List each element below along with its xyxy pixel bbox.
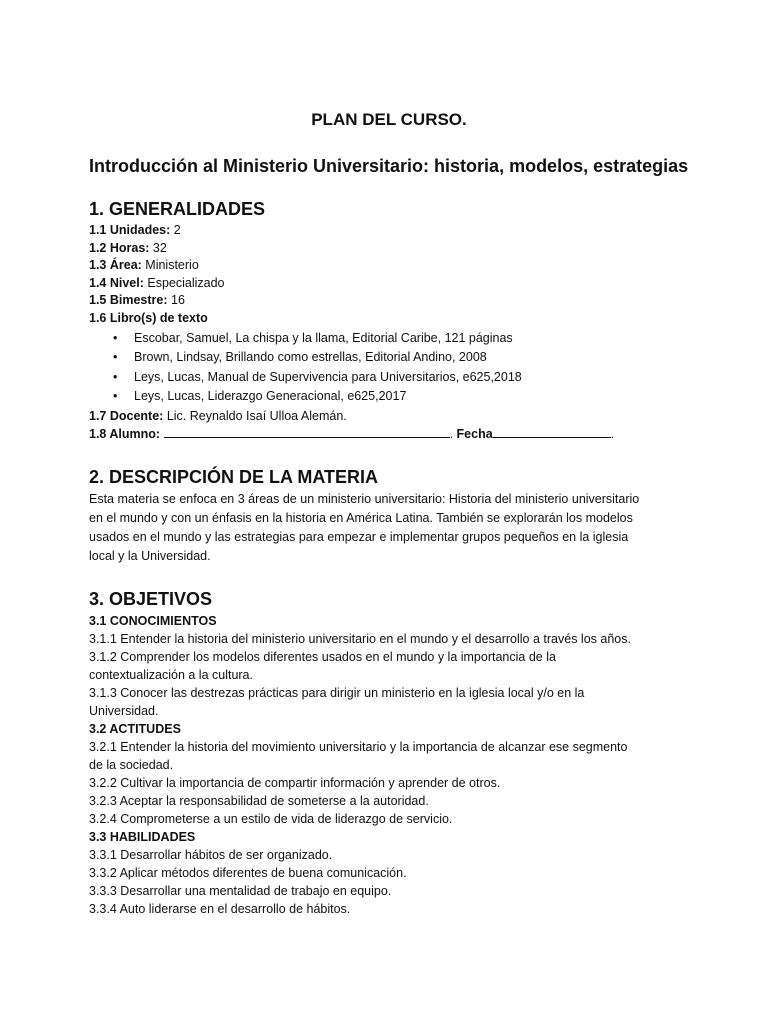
list-item <box>89 387 689 407</box>
field-label: 1.5 Bimestre: <box>89 293 168 308</box>
field-alumno <box>89 425 689 444</box>
field-label: 1.8 Alumno: <box>89 427 161 442</box>
field-value: 32 <box>149 240 167 255</box>
field-libros <box>89 310 689 328</box>
objective-line: 3.3.1 Desarrollar hábitos de ser organizado. <box>89 847 333 862</box>
field-horas <box>89 240 689 258</box>
subsection-heading: 3.2 ACTITUDES <box>89 721 181 736</box>
textbook-entry: Leys, Lucas, Liderazgo Generacional, e625,2017 <box>134 389 407 404</box>
field-label: 1.7 Docente: <box>89 408 164 423</box>
field-bimestre <box>89 292 689 310</box>
objetivos-list <box>89 612 689 918</box>
list-item <box>89 368 689 388</box>
description-paragraph <box>89 490 689 566</box>
bullet-icon: • <box>113 369 118 384</box>
field-value: Especializado <box>143 275 225 290</box>
objective-line: 3.1.2 Comprender los modelos diferentes usados en el mundo y la importancia de la <box>89 649 556 664</box>
objective-line: contextualización a la cultura. <box>89 667 253 682</box>
document-title: PLAN DEL CURSO. <box>311 110 467 129</box>
list-item <box>89 329 689 349</box>
objective-line: 3.3.3 Desarrollar una mentalidad de trabajo en equipo. <box>89 883 392 898</box>
objective-line: 3.2.1 Entender la historia del movimiento universitario y la importancia de alcanzar ese segmento <box>89 739 628 754</box>
bullet-icon: • <box>113 350 118 365</box>
date-blank[interactable] <box>493 425 611 438</box>
document-body <box>89 108 689 918</box>
text-line: en el mundo y con un énfasis en la historia en América Latina. También se explorarán los modelos <box>89 510 633 525</box>
field-label: 1.3 Área: <box>89 258 142 273</box>
text-line: usados en el mundo y las estrategias para empezar e implementar grupos pequeños en la iglesia <box>89 529 629 544</box>
objective-line: 3.3.2 Aplicar métodos diferentes de buena comunicación. <box>89 865 407 880</box>
section-generalidades-heading: 1. GENERALIDADES <box>89 199 266 219</box>
end-dot: . <box>610 427 615 442</box>
textbook-list <box>89 329 689 407</box>
objective-line: 3.3.4 Auto liderarse en el desarrollo de hábitos. <box>89 901 351 916</box>
objective-line: 3.2.4 Comprometerse a un estilo de vida de liderazgo de servicio. <box>89 811 453 826</box>
text-line: local y la Universidad. <box>89 548 211 563</box>
field-value: 2 <box>170 223 181 237</box>
field-unidades <box>89 222 689 240</box>
field-label: 1.2 Horas: <box>89 240 150 255</box>
subsection-heading: 3.3 HABILIDADES <box>89 829 196 844</box>
list-item <box>89 348 689 368</box>
field-label: 1.1 Unidades: <box>89 223 171 237</box>
objective-line: 3.1.3 Conocer las destrezas prácticas para dirigir un ministerio en la iglesia local y/o en la <box>89 685 585 700</box>
text-line: Esta materia se enfoca en 3 áreas de un ministerio universitario: Historia del ministerio universitario <box>89 491 640 506</box>
field-area <box>89 257 689 275</box>
bullet-icon: • <box>113 389 118 404</box>
generalidades-list <box>89 222 689 444</box>
objective-line: 3.2.3 Aceptar la responsabilidad de someterse a la autoridad. <box>89 793 429 808</box>
field-value: 16 <box>167 293 185 308</box>
textbook-entry: Escobar, Samuel, La chispa y la llama, Editorial Caribe, 121 páginas <box>134 330 513 345</box>
field-label: 1.6 Libro(s) de texto <box>89 310 208 325</box>
field-nivel <box>89 275 689 293</box>
field-label: 1.4 Nivel: <box>89 275 144 290</box>
course-title: Introducción al Ministerio Universitario: historia, modelos, estrategias <box>89 156 689 176</box>
separator-dot: . <box>449 427 454 442</box>
objective-line: 3.1.1 Entender la historia del ministerio universitario en el mundo y el desarrollo a través los años. <box>89 631 631 646</box>
field-value: Ministerio <box>141 258 199 273</box>
bullet-icon: • <box>113 330 118 345</box>
section-objetivos-heading: 3. OBJETIVOS <box>89 588 213 609</box>
student-name-blank[interactable] <box>164 425 450 438</box>
fecha-label: Fecha <box>456 427 493 442</box>
field-docente <box>89 408 689 426</box>
subsection-heading: 3.1 CONOCIMIENTOS <box>89 613 217 628</box>
field-value: Lic. Reynaldo Isaí Ulloa Alemán. <box>163 408 347 423</box>
objective-line: Universidad. <box>89 703 159 718</box>
section-descripcion-heading: 2. DESCRIPCIÓN DE LA MATERIA <box>89 466 379 487</box>
objective-line: 3.2.2 Cultivar la importancia de compartir información y aprender de otros. <box>89 775 501 790</box>
textbook-entry: Brown, Lindsay, Brillando como estrellas, Editorial Andino, 2008 <box>134 350 487 365</box>
objective-line: de la sociedad. <box>89 757 174 772</box>
textbook-entry: Leys, Lucas, Manual de Supervivencia para Universitarios, e625,2018 <box>134 369 522 384</box>
